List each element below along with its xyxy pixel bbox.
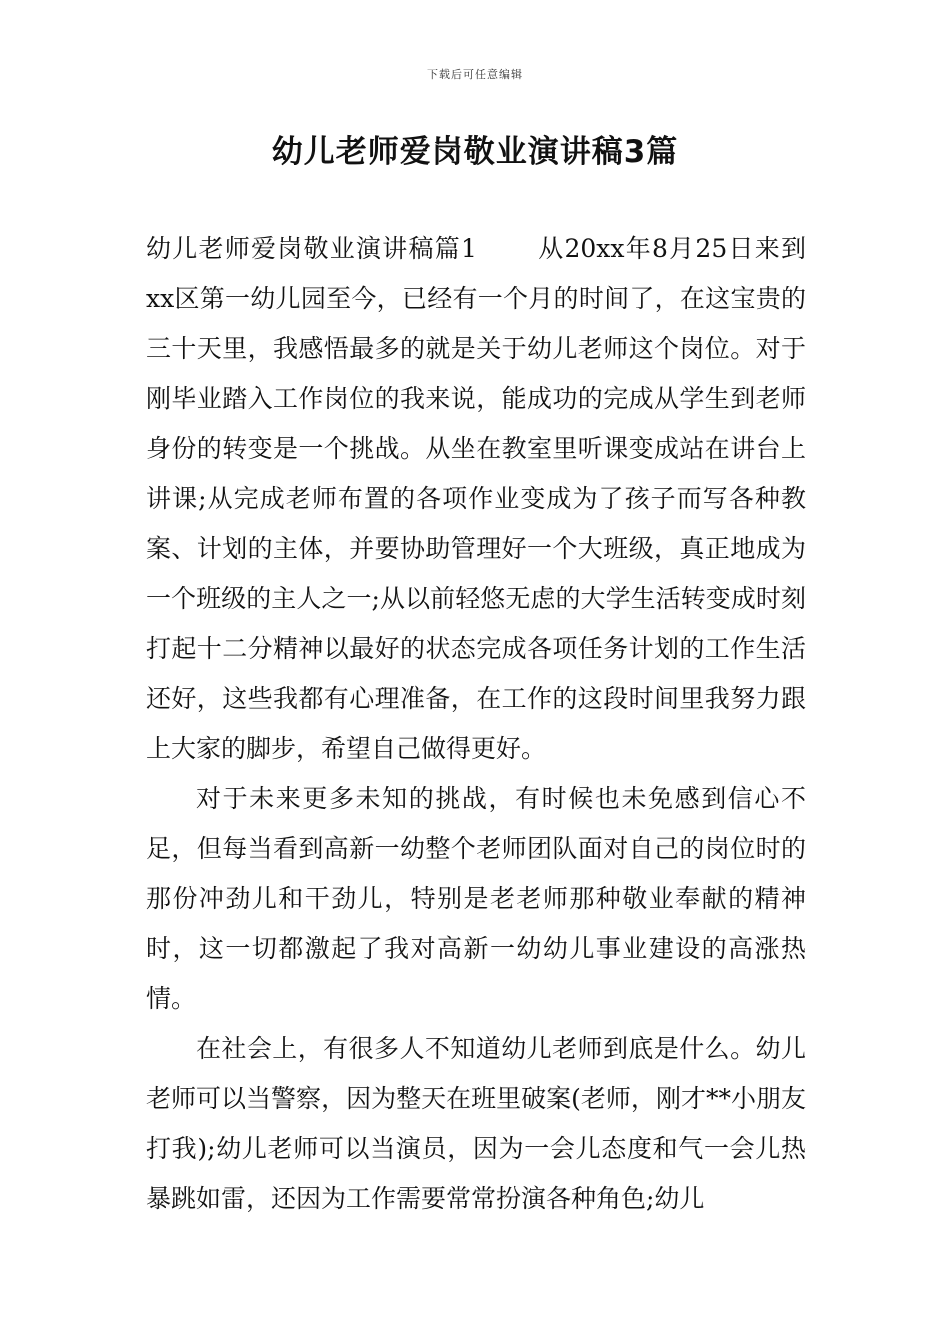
document-title: 幼儿老师爱岗敬业演讲稿3篇 <box>271 134 679 170</box>
paragraph-2: 对于未来更多未知的挑战，有时候也未免感到信心不足，但每当看到高新一幼整个老师团队面对自己的岗位时的那份冲劲儿和干劲儿，特别是老老师那种敬业奉献的精神时，这一切都激起了我对高新一幼幼儿事业建设的高涨热情。 <box>146 784 806 1013</box>
paragraph-1 <box>146 224 806 774</box>
paragraph-1-body: 从20xx年8月25日来到xx区第一幼儿园至今，已经有一个月的时间了，在这宝贵的三十天里，我感悟最多的就是关于幼儿老师这个岗位。对于刚毕业踏入工作岗位的我来说，能成功的完成从学生到老师身份的转变是一个挑战。从坐在教室里听课变成站在讲台上讲课;从完成老师布置的各项作业变成为了孩子而写各种教案、计划的主体，并要协助管理好一个大班级，真正地成为一个班级的主人之一;从以前轻悠无虑的大学生活转变成时刻打起十二分精神以最好的状态完成各项任务计划的工作生活还好，这些我都有心理准备，在工作的这段时间里我努力跟上大家的脚步，希望自己做得更好。 <box>146 234 806 763</box>
paragraph-3: 在社会上，有很多人不知道幼儿老师到底是什么。幼儿老师可以当警察，因为整天在班里破案(老师，刚才**小朋友打我);幼儿老师可以当演员，因为一会儿态度和气一会儿热暴跳如雷，还因为工作需要常常扮演各种角色;幼儿 <box>146 1034 806 1213</box>
paragraph-1-lead: 幼儿老师爱岗敬业演讲稿篇1 <box>146 234 477 263</box>
document-body <box>146 224 806 1224</box>
header-note: 下载后可任意编辑 <box>427 68 523 81</box>
